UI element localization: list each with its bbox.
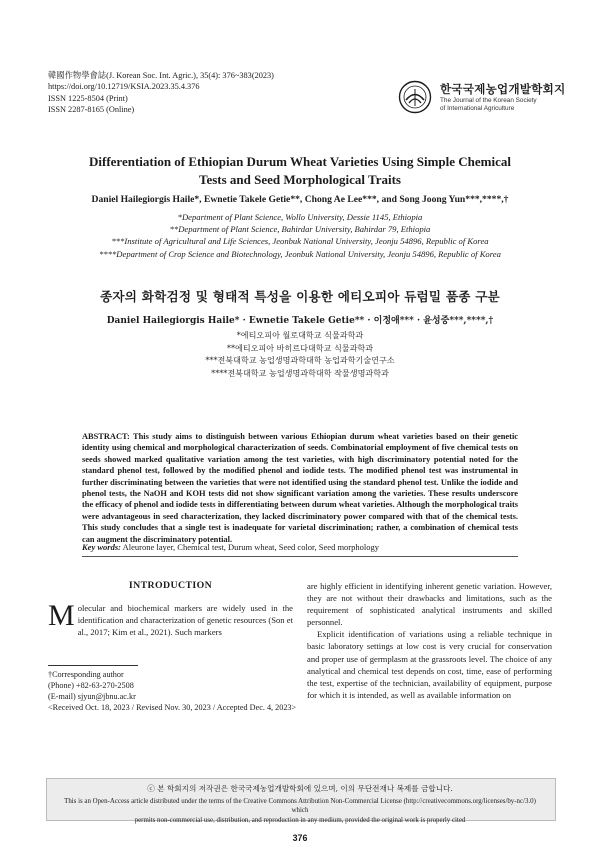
abstract [82,431,518,545]
paragraph: Explicit identification of variations using a reliable technique in basic laboratory settings at low cost is very crucial for conservation and proper use of germplasm at the grassroots level. The choice of any analytical and chemical test depends on cost, time, ease of performing the test, expertise of the technician, availability of equipment, purpose for which it is intended, as well as available information on [307,629,552,700]
affiliation: **Department of Plant Science, Bahirdar University, Bahirdar 79, Ethiopia [169,224,431,235]
society-name-english: The Journal of the Korean Society of International Agriculture [440,97,537,112]
korean-affiliation: *에티오피아 월로대학교 식물과학과 [236,330,364,340]
issn-print: ISSN 1225-8504 (Print) [48,93,128,103]
issn-online: ISSN 2287-8165 (Online) [48,105,135,115]
section-heading-introduction: INTRODUCTION [128,580,213,591]
intro-right-column [307,580,552,701]
society-logo [398,80,566,116]
keywords [82,542,518,552]
corresponding-author-label: †Corresponding author [48,670,124,679]
affiliations [30,211,570,260]
copyright-korean: ⓒ 본 학회지의 저작권은 한국국제농업개발학회에 있으며, 이의 무단전재나 복제를 금합니다. [147,784,453,793]
doi-link[interactable]: https://doi.org/10.12719/KSIA.2023.35.4.376 [48,82,200,92]
affiliation: ****Department of Crop Science and Biotechnology, Jeonbuk National University, Jeonju 54896, Republic of Korea [99,248,501,259]
korean-affiliation: **에티오피아 바히르다대학교 식물과학과 [226,342,374,353]
intro-left-text: olecular and biochemical markers are widely used in the identification and characterization of genetic resources (Son et al., 2017; Kim et al., 2021). Such markers [77,603,293,638]
submission-dates: <Received Oct. 18, 2023 / Revised Nov. 30, 2023 / Accepted Dec. 4, 2023> [48,703,297,713]
korean-affiliation: ****전북대학교 농업생명과학대학 작물생명과학과 [211,367,389,378]
footnote [48,669,308,713]
keywords-text: Aleurone layer, Chemical test, Durum wheat, Seed color, Seed morphology [122,542,379,552]
intro-left-column [48,599,293,638]
korean-title: 종자의 화학검정 및 형태적 특성을 이용한 에티오피아 듀럼밀 품종 구분 [100,289,500,304]
copyright-license: This is an Open-Access article distributed under the terms of the Creative Commons Attribution Non-Commercial License (http://creativecommons.org/licenses/by-nc/3.0) which permits non-commercial use, distribution, and reproduction in any medium, provided the original work is properly cited [64,798,536,824]
author-list: Daniel Hailegiorgis Haile*, Ewnetie Takele Getie**, Chong Ae Lee***, and Song Joong Yun***,****,† [91,194,509,205]
korean-affiliation: ***전북대학교 농업생명과학대학 농업과학기술연구소 [205,355,395,366]
corresponding-phone: (Phone) +82-63-270-2508 [48,681,134,691]
page-number: 376 [292,833,308,843]
korean-author-list: Daniel Hailegiorgis Haile* · Ewnetie Takele Getie** · 이정애*** · 윤성중***,****,† [106,316,494,326]
drop-cap: M [48,599,75,632]
affiliation: *Department of Plant Science, Wollo University, Dessie 1145, Ethiopia [177,212,423,222]
abstract-label: ABSTRACT: [82,432,130,441]
journal-citation: 韓國作物學會誌(J. Korean Soc. Int. Agric.), 35(4): 376~383(2023) [48,71,274,80]
affiliation: ***Institute of Agricultural and Life Sciences, Jeonbuk National University, Jeonju 54896, Republic of Korea [111,236,489,247]
paper-title: Differentiation of Ethiopian Durum Wheat Varieties Using Simple Chemical Tests and Seed Morphological Traits [88,154,512,187]
footnote-divider [48,665,138,666]
abstract-text: This study aims to distinguish between various Ethiopian durum wheat varieties based on their genetic identity using chemical and morphological characterization of seeds. Combinatorial employment of five chemical tests on seeds showed marked qualitative variation among the test varieties, with high discriminatory potential noted for the standard phenol test, followed by the modified phenol and iodide tests. The modified phenol test was instrumental in further discriminating between the varieties that were not identified using the standard phenol test. Unlike the iodide and phenol tests, the NaOH and KOH tests did not show significant variation among the varieties. These results underscore the efficacy of phenol and iodide tests in differentiating between durum wheat varieties. Although the morphological traits were advantageous in seed characterization, they lacked discriminatory power compared with that of the chemical tests. This study concludes that a single test is inadequate for varietal discrimination; rather, a combination of chemical tests can augment the discriminatory potential. [82,432,518,544]
society-name-korean: 한국국제농업개발학회지 [440,82,566,96]
society-emblem-icon [398,80,432,114]
journal-header [48,70,274,116]
korean-affiliations [30,329,570,379]
corresponding-email[interactable]: (E-mail) sjyun@jbnu.ac.kr [48,692,136,702]
keywords-label: Key words: [82,542,121,552]
paragraph: are highly efficient in identifying inherent genetic variation. However, they are not without their drawbacks and limitations, such as the requirement of sophisticated analytical instruments and skilled personnel. [307,581,552,628]
keywords-divider [82,556,518,557]
